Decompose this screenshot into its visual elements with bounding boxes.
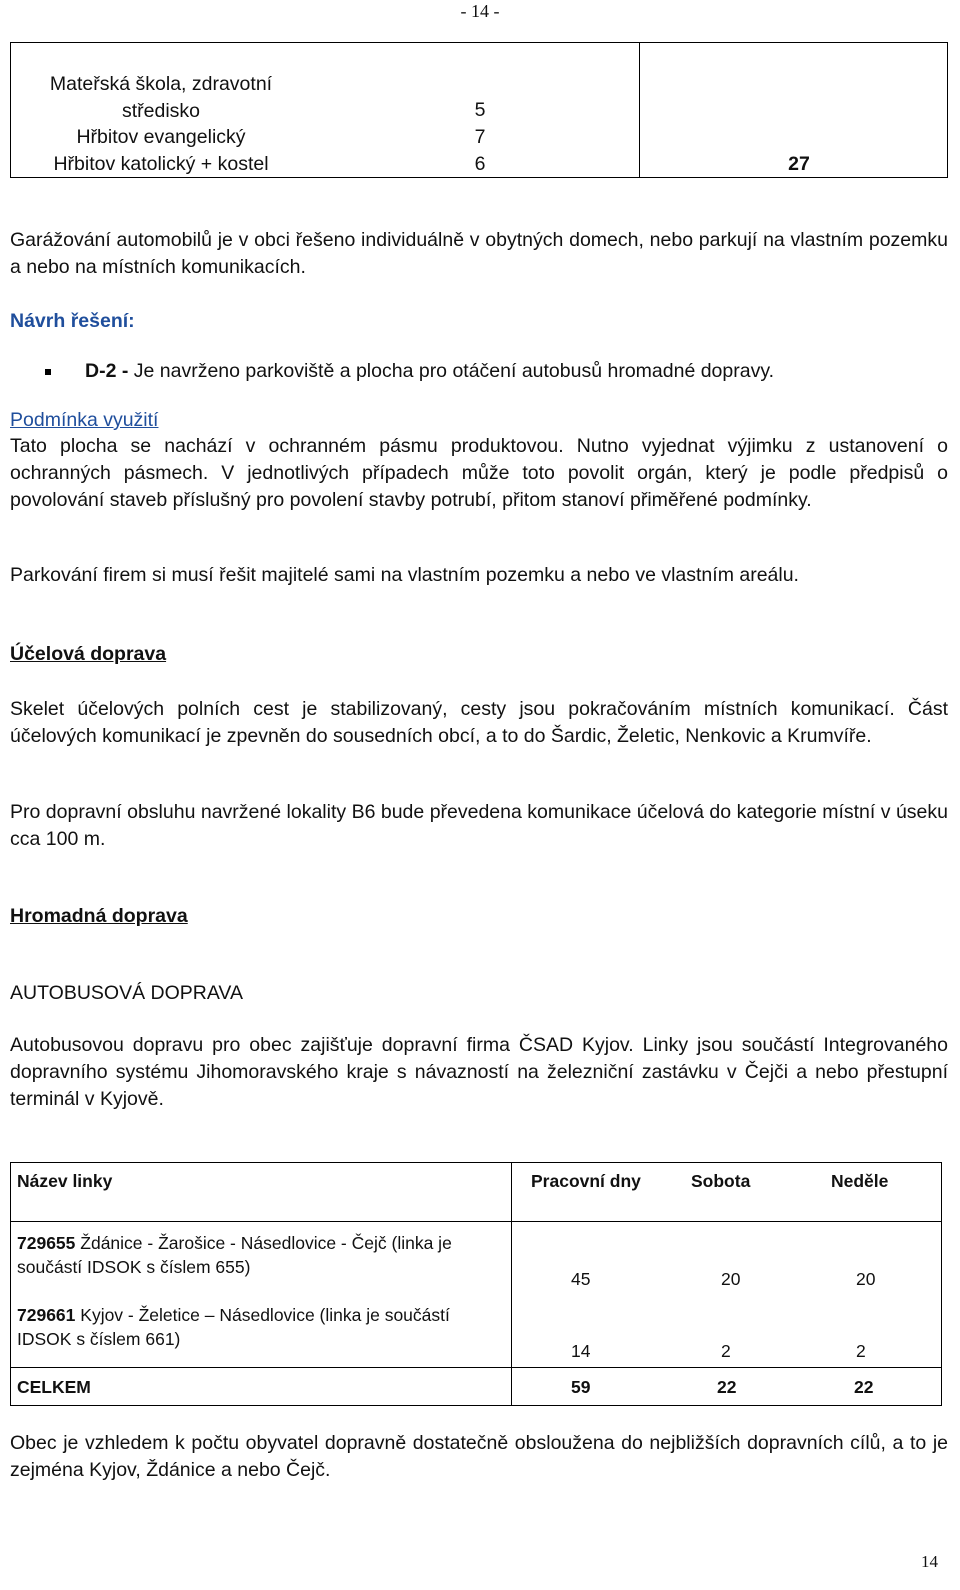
page-header: - 14 -: [460, 1, 500, 21]
table-divider: [11, 1367, 941, 1368]
purpose-paragraph-1: Skelet účelových polních cest je stabilizovaný, cesty jsou pokračováním místních komunikací. Část účelových komunikací je zpevněn do sousedních obcí, a to do Šardic, Želetic, Nenkovic a Krumvíře.: [10, 698, 948, 747]
table-row: [17, 1303, 457, 1351]
total-sunday: 22: [854, 1377, 874, 1397]
line-saturday: 2: [721, 1341, 731, 1361]
facility-value: 6: [474, 153, 486, 175]
proposal-text: Je navrženo parkoviště a plocha pro otáčení autobusů hromadné dopravy.: [128, 360, 775, 382]
bus-paragraph: Autobusovou dopravu pro obec zajišťuje dopravní firma ČSAD Kyjov. Linky jsou součástí Integrovaného dopravního systému Jihomoravského kraje s návazností na železniční zastávku v Čejči a nebo přestupní terminál v Kyjově.: [10, 1034, 948, 1110]
total-workdays: 59: [571, 1377, 591, 1397]
header-sunday: Neděle: [831, 1171, 889, 1191]
purpose-heading: Účelová doprava: [10, 643, 167, 665]
page-number: 14: [921, 1552, 938, 1571]
closing-paragraph: Obec je vzhledem k počtu obyvatel dopravně dostatečně obslouženа do nejbližších dopravních cílů, a to je zejména Kyjov, Ždánice a nebo Čejč.: [10, 1432, 948, 1481]
garage-paragraph: Garážování automobilů je v obci řešeno individuálně v obytných domech, nebo parkují na vlastním pozemku a nebo na místních komunikacích.: [10, 229, 948, 278]
purpose-paragraph-2: Pro dopravní obsluhu navržené lokality B6 bude převedena komunikace účelová do kategorie místní v úseku cca 100 m.: [10, 801, 948, 850]
facility-name: Hřbitov evangelický: [76, 126, 246, 148]
line-workdays: 14: [571, 1341, 591, 1361]
line-description: Ždánice - Žarošice - Násedlovice - Čejč (linka je součástí IDSOK s číslem 655): [17, 1233, 452, 1277]
line-workdays: 45: [571, 1269, 591, 1289]
facility-name: Hřbitov katolický + kostel: [53, 153, 269, 175]
table-row: [17, 1231, 467, 1279]
line-saturday: 20: [721, 1269, 741, 1289]
table-divider: [11, 1221, 941, 1222]
public-transport-heading: Hromadná doprava: [10, 905, 188, 927]
header-line-name: Název linky: [17, 1171, 113, 1191]
bus-lines-table: [10, 1162, 942, 1406]
table-divider: [511, 1163, 512, 1405]
facility-name: Mateřská škola, zdravotní středisko: [49, 73, 273, 122]
facility-value: 5: [474, 99, 486, 121]
line-code: 729655: [17, 1233, 76, 1253]
table-divider: [639, 43, 640, 177]
line-sunday: 2: [856, 1341, 866, 1361]
facility-value: 7: [474, 126, 486, 148]
proposal-code: D-2 -: [85, 360, 129, 382]
proposal-heading: Návrh řešení:: [10, 310, 135, 332]
condition-heading: Podmínka využití: [10, 409, 159, 431]
facilities-total: 27: [788, 153, 810, 175]
line-code: 729661: [17, 1305, 76, 1325]
proposal-item: [85, 358, 945, 385]
condition-paragraph: Tato plocha se nachází v ochranném pásmu produktovou. Nutno vyjednat výjimku z ustanovení o ochranných pásmech. V jednotlivých případech může toto povolit orgán, který je podle předpisů o povolování staveb příslušný pro povolení stavby potrubí, přitom stanoví přiměřené podmínky.: [10, 435, 948, 511]
bullet-icon: [45, 369, 51, 375]
total-label: CELKEM: [17, 1377, 91, 1397]
header-saturday: Sobota: [691, 1171, 751, 1191]
facilities-table: [10, 42, 948, 178]
line-sunday: 20: [856, 1269, 876, 1289]
bus-heading: AUTOBUSOVÁ DOPRAVA: [10, 982, 243, 1004]
total-saturday: 22: [717, 1377, 737, 1397]
parking-paragraph: Parkování firem si musí řešit majitelé sami na vlastním pozemku a nebo ve vlastním areálu.: [10, 564, 799, 586]
line-description: Kyjov - Želetice – Násedlovice (linka je součástí IDSOK s číslem 661): [17, 1305, 450, 1349]
header-workdays: Pracovní dny: [531, 1171, 641, 1191]
